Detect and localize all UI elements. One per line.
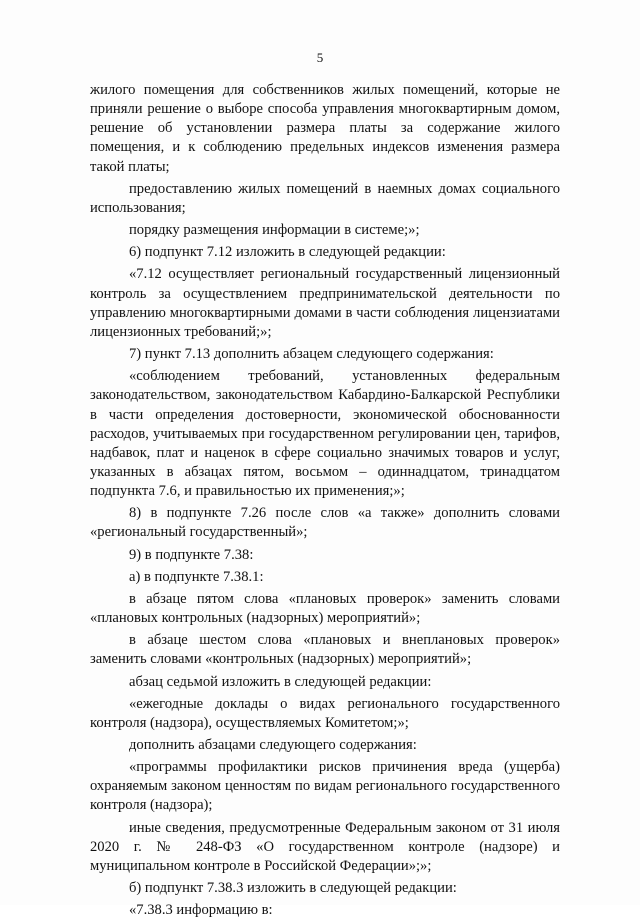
paragraph: предоставлению жилых помещений в наемных домах социального использования; xyxy=(90,180,560,216)
paragraph: в абзаце пятом слова «плановых проверок» заменить словами «плановых контрольных (надзорных) мероприятий»; xyxy=(90,590,560,627)
paragraph: в абзаце шестом слова «плановых и внеплановых проверок» заменить словами «контрольных (надзорных) мероприятий»; xyxy=(90,632,560,668)
paragraph: «соблюдением требований, установленных федеральным законодательством, законодательством Кабардино-Балкарской Республики в части определения достоверности, экономической обоснованности расходов, учитываемых при государственном регулировании цен, тарифов, надбавок, плат и наценок в сфере социально значимых товаров и услуг, указанных в абзацах пятом, восьмом – одиннадцатом, тринадцатом подпункта 7.6, и правильностью их применения;»; xyxy=(90,368,560,500)
paragraph: абзац седьмой изложить в следующей редакции: xyxy=(129,673,432,690)
paragraph: «программы профилактики рисков причинения вреда (ущерба) охраняемым законом ценностям по видам регионального государственного контроля (надзора); xyxy=(90,759,560,814)
paragraph: дополнить абзацами следующего содержания: xyxy=(129,737,417,753)
paragraph: 6) подпункт 7.12 изложить в следующей редакции: xyxy=(129,244,446,261)
paragraph: «7.12 осуществляет региональный государственный лицензионный контроль за осуществлением предпринимательской деятельности по управлению многоквартирными домами в части соблюдения лицензиатами лицензионных требований;»; xyxy=(90,266,560,340)
paragraph: иные сведения, предусмотренные Федеральным законом от 31 июля 2020 г. № 248-ФЗ «О государственном контроле (надзоре) и муниципальном контроле в Российской Федерации»;»; xyxy=(90,819,560,874)
paragraph: а) в подпункте 7.38.1: xyxy=(129,568,264,585)
paragraph: «7.38.3 информацию в: xyxy=(129,902,273,919)
paragraph: «ежегодные доклады о видах регионального государственного контроля (надзора), осуществляемых Комитетом;»; xyxy=(90,695,560,731)
paragraph: 9) в подпункте 7.38: xyxy=(129,546,254,563)
paragraph: порядку размещения информации в системе;»; xyxy=(129,222,420,239)
paragraph: 7) пункт 7.13 дополнить абзацем следующего содержания: xyxy=(129,346,494,363)
paragraph-continuation: жилого помещения для собственников жилых помещений, которые не приняли решение о выборе способа управления многоквартирным домом, решение об установлении размера платы за содержание жилого помещения, и к соблюдению предельных индексов изменения размера такой платы; xyxy=(90,82,560,175)
page-number: 5 xyxy=(316,50,324,65)
paragraph: 8) в подпункте 7.26 после слов «а также» дополнить словами «региональный государственный»; xyxy=(90,505,560,541)
paragraph: б) подпункт 7.38.3 изложить в следующей редакции: xyxy=(129,880,457,897)
document-body xyxy=(90,81,560,920)
